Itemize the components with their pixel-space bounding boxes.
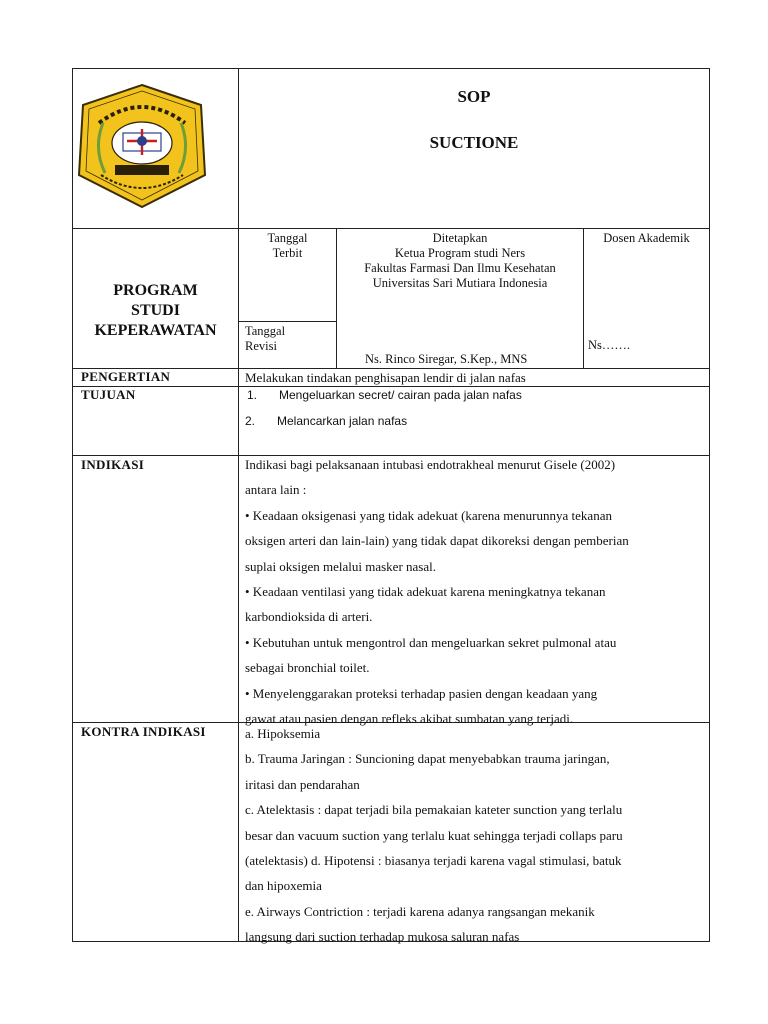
university-logo	[77, 83, 207, 209]
tanggal-terbit-label: Tanggal Terbit	[267, 231, 308, 260]
signatory-name: Ns. Rinco Siregar, S.Kep., MNS	[365, 352, 528, 366]
column-divider	[583, 228, 584, 368]
pengertian-text: Melakukan tindakan penghisapan lendir di jalan nafas	[245, 370, 526, 385]
tujuan-label: TUJUAN	[81, 387, 136, 402]
kontra-indikasi-label: KONTRA INDIKASI	[81, 724, 206, 739]
list-item: 1. Mengeluarkan secret/ cairan pada jalan nafas	[247, 388, 522, 402]
indikasi-label: INDIKASI	[81, 457, 145, 472]
row-divider	[73, 228, 709, 229]
document-title: SUCTIONE	[429, 133, 519, 152]
ditetapkan-block: Ditetapkan Ketua Program studi Ners Fakultas Farmasi Dan Ilmu Kesehatan Universitas Sari Mutiara Indonesia	[364, 231, 556, 290]
program-name: PROGRAM STUDI KEPERAWATAN	[94, 282, 217, 339]
tanggal-revisi-label: Tanggal Revisi	[245, 324, 286, 353]
dosen-akademik-label: Dosen Akademik	[603, 231, 690, 245]
sop-document	[72, 68, 710, 945]
list-item: 2. Melancarkan jalan nafas	[245, 414, 408, 428]
sop-label: SOP	[457, 87, 491, 106]
row-divider	[238, 321, 336, 322]
column-divider	[238, 69, 239, 941]
dosen-name: Ns…….	[588, 338, 631, 352]
kontra-indikasi-text: a. Hipoksemia b. Trauma Jaringan : Suncioning dapat menyebabkan trauma jaringan, iritasi dan pendarahan c. Atelektasis : dapat terjadi bila pemakaian kateter sunction yang terlalu besar dan vacuum suction yang terlalu kuat sehingga terjadi collaps paru (atelektasis) d. Hipotensi : biasanya terjadi karena vagal stimulasi, batuk dan hipoxemia e. Airways Contriction : terjadi karena adanya rangsangan mekanik langsung dari suction terhadap mukosa saluran nafas	[245, 726, 623, 945]
indikasi-text: Indikasi bagi pelaksanaan intubasi endotrakheal menurut Gisele (2002) antara lain : • Keadaan oksigenasi yang tidak adekuat (karena menurunnya tekanan oksigen arteri dan lain-lain) yang tidak dapat dikoreksi dengan pemberian suplai oksigen melalui masker nasal. • Keadaan ventilasi yang tidak adekuat karena meningkatnya tekanan karbondioksida di arteri. • Kebutuhan untuk mengontrol dan mengeluarkan sekret pulmonal atau sebagai bronchial toilet. • Menyelenggarakan proteksi terhadap pasien dengan keadaan yang gawat atau pasien dengan refleks akibat sumbatan yang terjadi.	[245, 457, 629, 727]
pengertian-label: PENGERTIAN	[81, 369, 171, 384]
